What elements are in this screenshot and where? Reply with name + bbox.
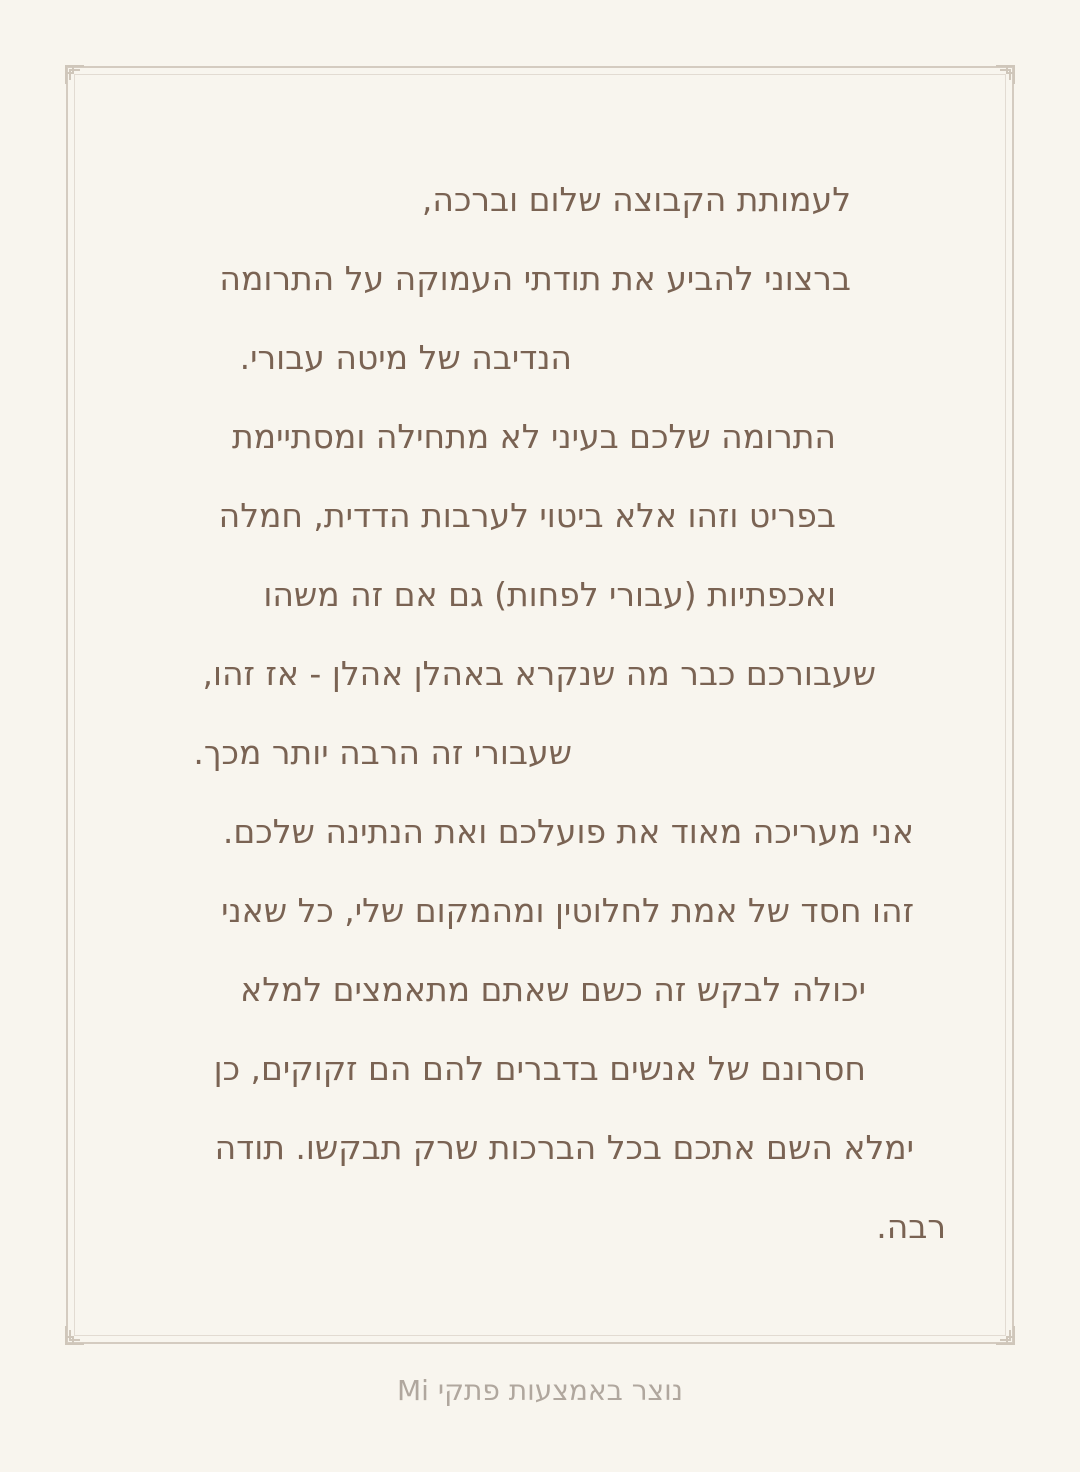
letter-line: רבה. — [876, 1207, 946, 1246]
letter-body — [134, 160, 946, 1266]
corner-ornament-icon — [64, 1324, 86, 1346]
letter-line: שעבורי זה הרבה יותר מכך. — [193, 733, 572, 772]
letter-line: שעבורכם כבר מה שנקרא באהלן אהלן - אז זהו, — [202, 654, 876, 693]
corner-ornament-icon — [994, 64, 1016, 86]
letter-line: בפריט וזהו אלא ביטוי לערבות הדדית, חמלה — [218, 496, 836, 535]
corner-ornament-icon — [994, 1324, 1016, 1346]
letter-line: אני מעריכה מאוד את פועלכם ואת הנתינה שלכם. — [222, 812, 914, 851]
letter-line: חסרונם של אנשים בדברים להם הם זקוקים, כן — [213, 1049, 866, 1088]
letter-line: הנדיבה של מיטה עבורי. — [239, 338, 572, 377]
letter-greeting: לעמותת הקבוצה שלום וברכה, — [421, 180, 851, 219]
letter-line: ימלא השם אתכם בכל הברכות שרק תבקשו. תודה — [214, 1128, 914, 1167]
letter-line: זהו חסד של אמת לחלוטין ומהמקום שלי, כל שאני — [221, 891, 914, 930]
letter-line: יכולה לבקש זה כשם שאתם מתאמצים למלא — [240, 970, 866, 1009]
letter-line: ואכפתיות (עבורי לפחות) גם אם זה משהו — [263, 575, 836, 614]
footer-credit: נוצר באמצעות פתקי Mi — [396, 1374, 683, 1407]
letter-line: התרומה שלכם בעיני לא מתחילה ומסתיימת — [231, 417, 836, 456]
corner-ornament-icon — [64, 64, 86, 86]
letter-line: ברצוני להביע את תודתי העמוקה על התרומה — [219, 259, 851, 298]
